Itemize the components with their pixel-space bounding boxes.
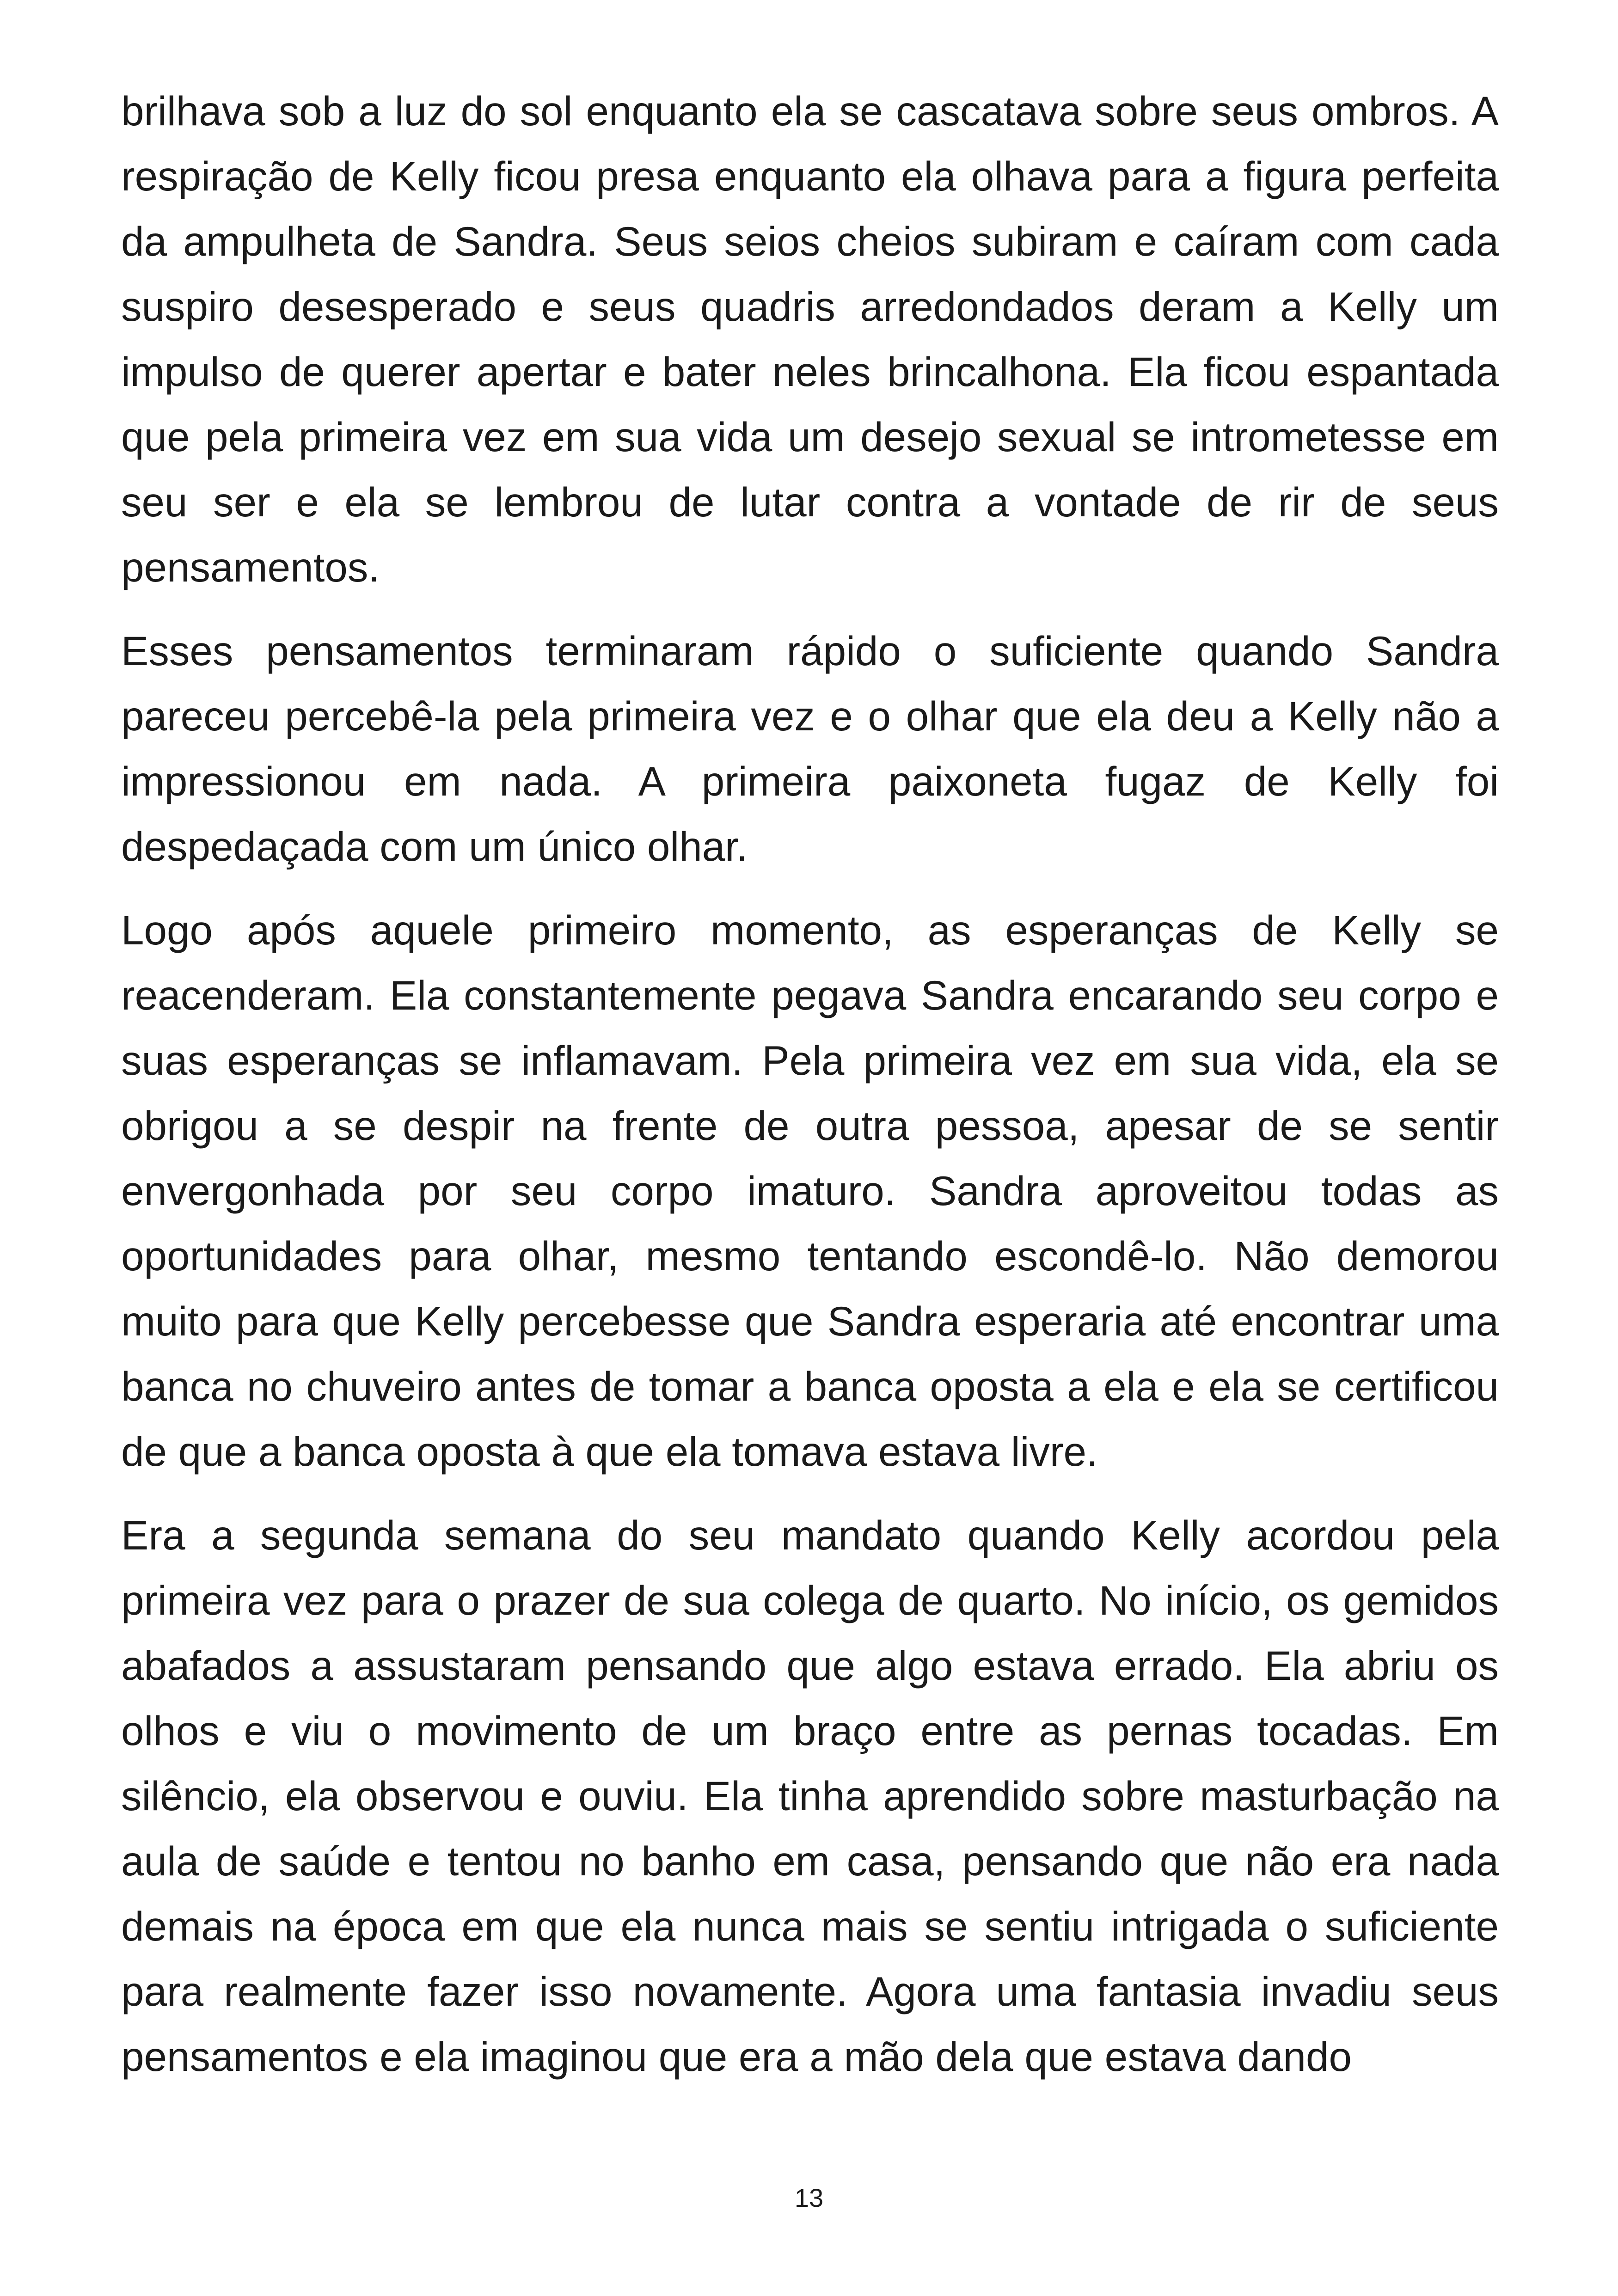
paragraph-2: Esses pensamentos terminaram rápido o suficiente quando Sandra pareceu percebê-la pela primeira vez e o olhar que ela deu a Kelly não a impressionou em nada. A primeira paixoneta fugaz de Kelly foi despedaçada com um único olhar. (121, 628, 1499, 869)
paragraph-4: Era a segunda semana do seu mandato quando Kelly acordou pela primeira vez para o prazer de sua colega de quarto. No início, os gemidos abafados a assustaram pensando que algo estava errado. Ela abriu os olhos e viu o movimento de um braço entre as pernas tocadas. Em silêncio, ela observou e ouviu. Ela tinha aprendido sobre masturbação na aula de saúde e tentou no banho em casa, pensando que não era nada demais na época em que ela nunca mais se sentiu intrigada o suficiente para realmente fazer isso novamente. Agora uma fantasia invadiu seus pensamentos e ela imaginou que era a mão dela que estava dando (121, 1512, 1499, 2080)
paragraph-1: brilhava sob a luz do sol enquanto ela se cascatava sobre seus ombros. A respiração de Kelly ficou presa enquanto ela olhava para a figura perfeita da ampulheta de Sandra. Seus seios cheios subiram e caíram com cada suspiro desesperado e seus quadris arredondados deram a Kelly um impulso de querer apertar e bater neles brincalhona. Ela ficou espantada que pela primeira vez em sua vida um desejo sexual se intrometesse em seu ser e ela se lembrou de lutar contra a vontade de rir de seus pensamentos. (121, 88, 1499, 590)
page-body (121, 79, 1499, 2108)
page-number: 13 (794, 2183, 824, 2212)
paragraph-3: Logo após aquele primeiro momento, as esperanças de Kelly se reacenderam. Ela constantemente pegava Sandra encarando seu corpo e suas esperanças se inflamavam. Pela primeira vez em sua vida, ela se obrigou a se despir na frente de outra pessoa, apesar de se sentir envergonhada por seu corpo imaturo. Sandra aproveitou todas as oportunidades para olhar, mesmo tentando escondê-lo. Não demorou muito para que Kelly percebesse que Sandra esperaria até encontrar uma banca no chuveiro antes de tomar a banca oposta a ela e ela se certificou de que a banca oposta à que ela tomava estava livre. (121, 907, 1499, 1475)
